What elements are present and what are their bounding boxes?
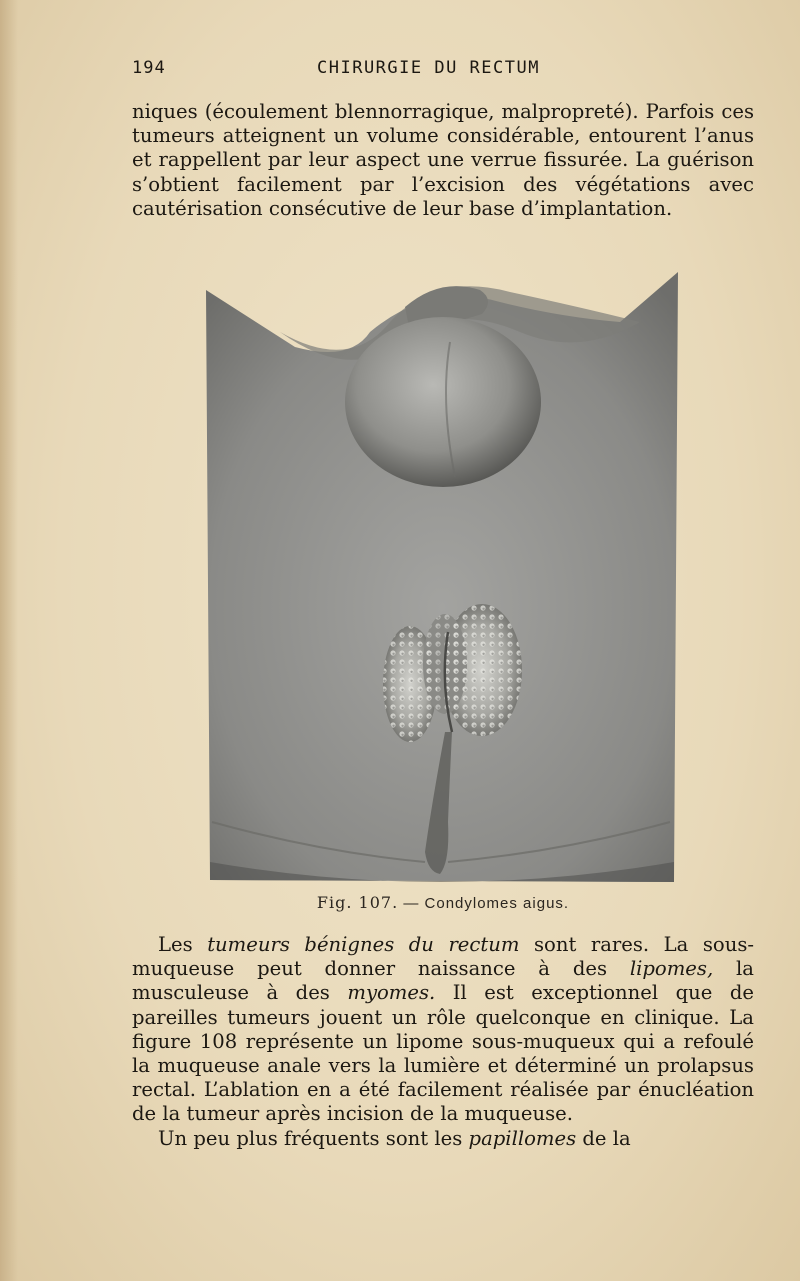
bottom-text-block [132, 933, 754, 1151]
emphasis-myomes: myomes. [347, 981, 436, 1005]
text-run: Les [158, 933, 208, 956]
figure-caption [132, 893, 754, 912]
running-title: CHIRURGIE DU RECTUM [317, 58, 540, 78]
page-number: 194 [132, 58, 166, 78]
text-run: la musculeuse à des [132, 957, 754, 1005]
emphasis-lipomes: lipomes, [629, 957, 714, 981]
running-head [132, 58, 752, 84]
binding-shadow [0, 0, 18, 1281]
text-run: sont rares. La sous-muqueuse peut donner naissance à des [132, 933, 754, 981]
top-paragraph-block [132, 100, 754, 221]
figure-107-illustration [200, 262, 685, 892]
text-run: de la [576, 1126, 631, 1150]
emphasis-benign-tumors: tumeurs bénignes du rectum [207, 933, 520, 956]
text-run: Il est exceptionnel que de pareilles tumeurs jouent un rôle quelconque en clinique. La figure 108 représente un lipome sous-muqueux qui a refoulé la muqueuse anale vers la lumière et déterminé un prolapsus rectal. L’ablation en a été facilement réalisée par énucléation de la tumeur après incision de la muqueuse. [132, 981, 754, 1126]
emphasis-papillomes: papillomes [468, 1126, 577, 1150]
top-paragraph: niques (écoulement blennorragique, malpropreté). Parfois ces tumeurs atteignent un volume considérable, entourent l’anus et rappellent par leur aspect une verrue fissurée. La guérison s’obtient facilement par l’excision des végétations avec cautérisation consécutive de leur base d’implantation. [132, 100, 754, 220]
caption-separator: — [398, 895, 425, 912]
paragraph-papillomes [132, 1127, 754, 1151]
anatomical-illustration [200, 262, 685, 892]
paragraph-benign-tumors [132, 933, 754, 1127]
caption-text: Condylomes aigus. [424, 895, 570, 912]
scrotum [345, 317, 541, 487]
figure-label: Fig. 107. [316, 893, 399, 912]
text-run: Un peu plus fréquents sont les [158, 1126, 469, 1150]
